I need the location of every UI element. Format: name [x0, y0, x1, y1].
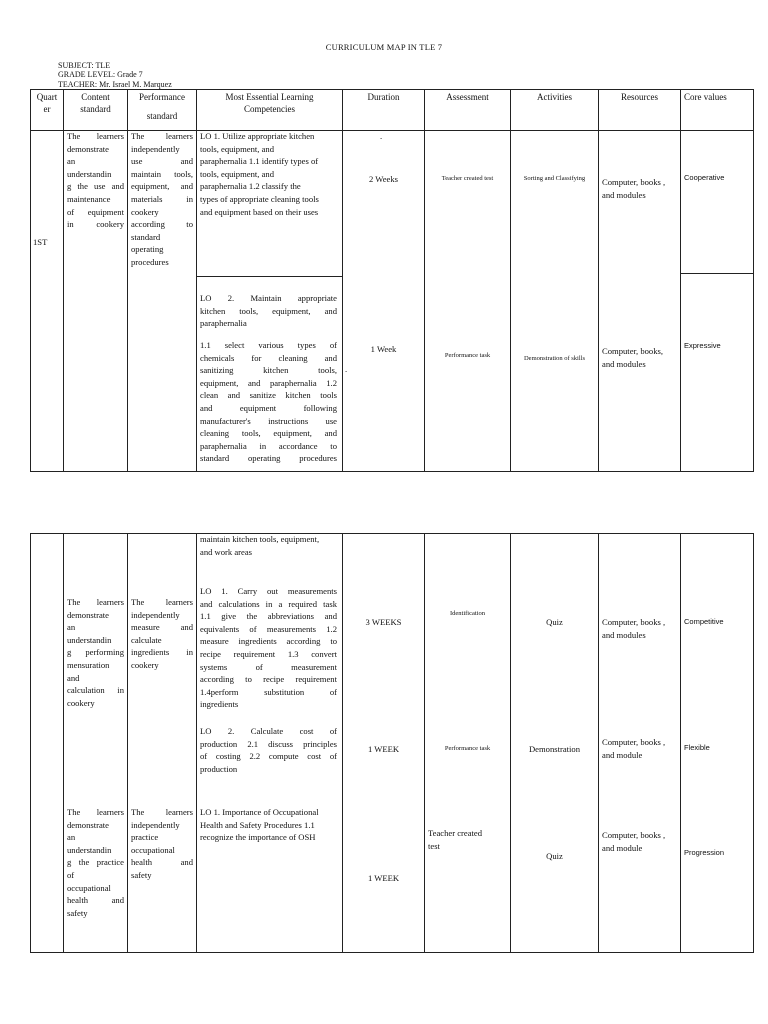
duration-cell: 2 Weeks	[369, 174, 398, 184]
competency-cell: 1.1 select various types of chemicals for cleaning and sanitizing kitchen tools, equipment, and paraphernalia 1.2 clean and sanitize kitchen tools and equipment following manufacturer's instructions use cleaning tools, equipment, and paraphernalia in accordance to standard operating procedures	[200, 340, 337, 464]
activities-cell: Quiz	[546, 851, 563, 861]
performance-standard-cell: The learners independently practice occupational health and safety	[131, 807, 193, 880]
header-activities: Activities	[537, 92, 572, 102]
header-core-values: Core values	[684, 92, 727, 102]
header-competencies: Most Essential Learning Competencies	[225, 92, 314, 114]
assessment-cell: Teacher created test	[441, 175, 494, 182]
header-assessment: Assessment	[446, 92, 489, 102]
competency-continuation: maintain kitchen tools, equipment, and work areas	[200, 534, 320, 557]
core-value-cell: Progression	[684, 848, 725, 857]
content-standard-cell: The learners demonstrate an understandin g the practice of occupational health and safety	[67, 807, 124, 918]
duration-cell: 1 Week	[370, 344, 397, 354]
dot-mark: .	[380, 131, 383, 141]
resources-cell: Computer, books , and module	[602, 830, 666, 853]
resources-cell: Computer, books , and modules	[602, 617, 666, 640]
competency-cell: LO 1. Importance of Occupational Health and Safety Procedures 1.1 recognize the importance of OSH	[200, 807, 319, 843]
competency-cell: LO 2. Calculate cost of production 2.1 discuss principles of costing 2.2 compute cost of production	[200, 726, 337, 774]
dot-mark: .	[345, 364, 348, 374]
content-standard-cell: The learners demonstrate an understandin g the use and maintenance of equipment in cookery	[67, 131, 124, 230]
activities-cell: Quiz	[546, 617, 563, 627]
core-value-cell: Expressive	[684, 341, 721, 350]
teacher-line: TEACHER: Mr. Israel M. Marquez	[58, 80, 172, 89]
assessment-cell: Performance task	[444, 745, 491, 752]
resources-cell: Computer, books , and module	[602, 737, 666, 760]
resources-cell: Computer, books, and modules	[602, 346, 664, 369]
assessment-cell: Identification	[449, 610, 485, 617]
activities-cell: Demonstration	[528, 744, 581, 754]
activities-cell: Sorting and Classifying	[523, 175, 586, 182]
duration-cell: 3 WEEKS	[365, 617, 402, 627]
header-quarter: Quart er	[36, 92, 58, 114]
core-value-cell: Cooperative	[684, 173, 725, 182]
quarter-label: 1ST	[33, 237, 48, 247]
header-content-standard: Content standard	[80, 92, 111, 114]
duration-cell: 1 WEEK	[367, 744, 400, 754]
resources-cell: Computer, books , and modules	[602, 177, 666, 200]
competency-cell: LO 2. Maintain appropriate kitchen tools, equipment, and paraphernalia	[200, 293, 337, 329]
document-title: CURRICULUM MAP IN TLE 7	[325, 42, 443, 52]
assessment-cell: Teacher created test	[428, 828, 483, 851]
performance-standard-cell: The learners independently measure and calculate ingredients in cookery	[131, 597, 193, 670]
assessment-cell: Performance task	[444, 352, 491, 359]
competency-cell: LO 1. Carry out measurements and calculations in a required task 1.1 give the abbreviations and equivalents of measurements 1.2 measure ingredients according to recipe requirement 1.3 convert systems of measurement according to recipe requirement 1.4perform substitution of ingredients	[200, 586, 337, 710]
grade-level-line: GRADE LEVEL: Grade 7	[58, 70, 143, 79]
header-duration: Duration	[367, 92, 400, 102]
core-value-cell: Flexible	[684, 743, 710, 752]
activities-cell: Demonstration of skills	[523, 355, 586, 362]
duration-cell: 1 WEEK	[367, 873, 400, 883]
competency-cell: LO 1. Utilize appropriate kitchen tools, equipment, and paraphernalia 1.1 identify types of tools, equipment, and paraphernalia 1.2 classify the types of appropriate cleaning tools and equipment based on their uses	[200, 131, 319, 217]
content-standard-cell: The learners demonstrate an understandin g performing mensuration and calculation in cookery	[67, 597, 124, 708]
header-performance-standard: Performance standard	[139, 92, 185, 121]
core-value-cell: Competitive	[684, 617, 724, 626]
header-resources: Resources	[621, 92, 658, 102]
performance-standard-cell: The learners independently use and maintain tools, equipment, and materials in cookery according to standard operating procedures	[131, 131, 193, 267]
subject-line: SUBJECT: TLE	[58, 61, 111, 70]
